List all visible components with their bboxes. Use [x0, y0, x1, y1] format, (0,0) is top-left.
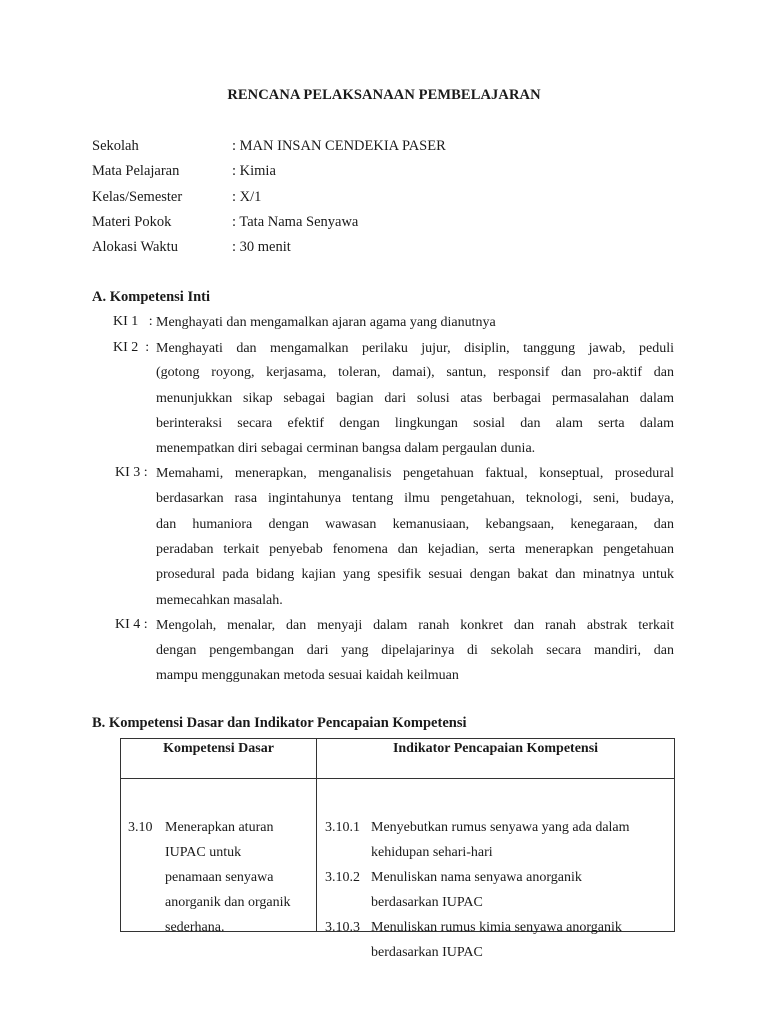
- table-header-row: [121, 739, 675, 779]
- info-value: : MAN INSAN CENDEKIA PASER: [232, 138, 446, 154]
- info-label: Alokasi Waktu: [92, 239, 178, 256]
- indicator-text-line: Menuliskan rumus kimia senyawa anorganik: [371, 920, 622, 935]
- ki-text-line: dengan pengembangan dari yang dipelajarinya di sekolah secara mandiri, dan: [156, 643, 674, 658]
- kd-text-line: Menerapkan aturan: [165, 820, 274, 835]
- table-row: [121, 779, 675, 932]
- kd-number: 3.10: [128, 820, 153, 835]
- info-value: : Kimia: [232, 163, 276, 180]
- section-a-heading: A. Kompetensi Inti: [92, 289, 211, 305]
- info-row-school: [92, 137, 446, 162]
- info-label: Sekolah: [92, 138, 139, 154]
- kd-text-line: anorganik dan organik: [165, 895, 291, 910]
- info-label: Materi Pokok: [92, 213, 172, 230]
- info-row-topic: [92, 213, 446, 238]
- ki-text-line: mampu menggunakan metoda sesuai kaidah keilmuan: [156, 668, 459, 683]
- ki-text-line: prosedural pada bidang kajian yang spesifik sesuai dengan bakat dan minatnya untuk: [156, 567, 674, 582]
- kd-text-line: penamaan senyawa: [165, 870, 274, 885]
- ki-text-line: memecahkan masalah.: [156, 593, 283, 608]
- indicator-text-line: Menyebutkan rumus senyawa yang ada dalam: [371, 820, 630, 835]
- ki-text-line: menunjukkan sikap sebagai bagian dari solusi atas berbagai permasalahan dalam: [156, 391, 674, 406]
- ki-text-line: Mengolah, menalar, dan menyaji dalam ranah konkret dan ranah abstrak terkait: [156, 618, 674, 633]
- ki-text-line: Memahami, menerapkan, menganalisis pengetahuan faktual, konseptual, prosedural: [156, 466, 674, 481]
- indicator-text-line: berdasarkan IUPAC: [371, 895, 483, 910]
- info-row-time: [92, 238, 446, 263]
- ki-text-line: Menghayati dan mengamalkan perilaku jujur, disiplin, tanggung jawab, peduli: [156, 341, 674, 356]
- info-label: Mata Pelajaran: [92, 163, 180, 180]
- indicators-cell: [317, 779, 675, 960]
- ki-label: KI 2 :: [113, 340, 150, 355]
- ki-label: KI 3 :: [115, 465, 148, 480]
- ki-text-line: peradaban terkait penyebab fenomena dan kejadian, serta menerapkan pengetahuan: [156, 542, 674, 557]
- ki-text-line: berinteraksi secara efektif dengan lingkungan sosial dan alam serta dalam: [156, 416, 674, 431]
- info-row-class: [92, 188, 446, 213]
- kd-text-line: sederhana.: [165, 920, 225, 935]
- info-row-subject: [92, 162, 446, 187]
- info-value: : X/1: [232, 188, 262, 205]
- ki-label: KI 1 :: [113, 314, 153, 329]
- kd-cell: [121, 779, 317, 935]
- indicator-text-line: berdasarkan IUPAC: [371, 945, 483, 960]
- indicator-number: 3.10.2: [325, 870, 360, 885]
- indicator-number: 3.10.1: [325, 820, 360, 835]
- indicator-number: 3.10.3: [325, 920, 360, 935]
- ki-text-line: Menghayati dan mengamalkan ajaran agama yang dianutnya: [156, 315, 496, 330]
- column-header-kd: Kompetensi Dasar: [121, 739, 317, 779]
- indicator-text-line: kehidupan sehari-hari: [371, 845, 493, 860]
- competency-table: [120, 738, 675, 960]
- info-value: : 30 menit: [232, 239, 291, 256]
- ki-text-line: berdasarkan rasa ingintahunya tentang ilmu pengetahuan, teknologi, seni, budaya,: [156, 491, 674, 506]
- document-title: RENCANA PELAKSANAAN PEMBELAJARAN: [227, 87, 541, 103]
- info-label: Kelas/Semester: [92, 188, 183, 205]
- ki-text-line: dan humaniora dengan wawasan kemanusiaan, kebangsaan, kenegaraan, dan: [156, 517, 674, 532]
- ki-text-line: (gotong royong, kerjasama, toleran, damai), santun, responsif dan pro-aktif dan: [156, 365, 674, 380]
- kd-text-line: IUPAC untuk: [165, 845, 242, 860]
- indicator-text-line: Menuliskan nama senyawa anorganik: [371, 870, 582, 885]
- ki-text-line: menempatkan diri sebagai cerminan bangsa dalam pergaulan dunia.: [156, 441, 536, 456]
- info-value: : Tata Nama Senyawa: [232, 213, 359, 230]
- column-header-indicators: Indikator Pencapaian Kompetensi: [317, 739, 675, 779]
- ki-label: KI 4 :: [115, 617, 148, 632]
- section-b-heading: B. Kompetensi Dasar dan Indikator Pencapaian Kompetensi: [92, 715, 467, 731]
- info-block: [92, 137, 446, 263]
